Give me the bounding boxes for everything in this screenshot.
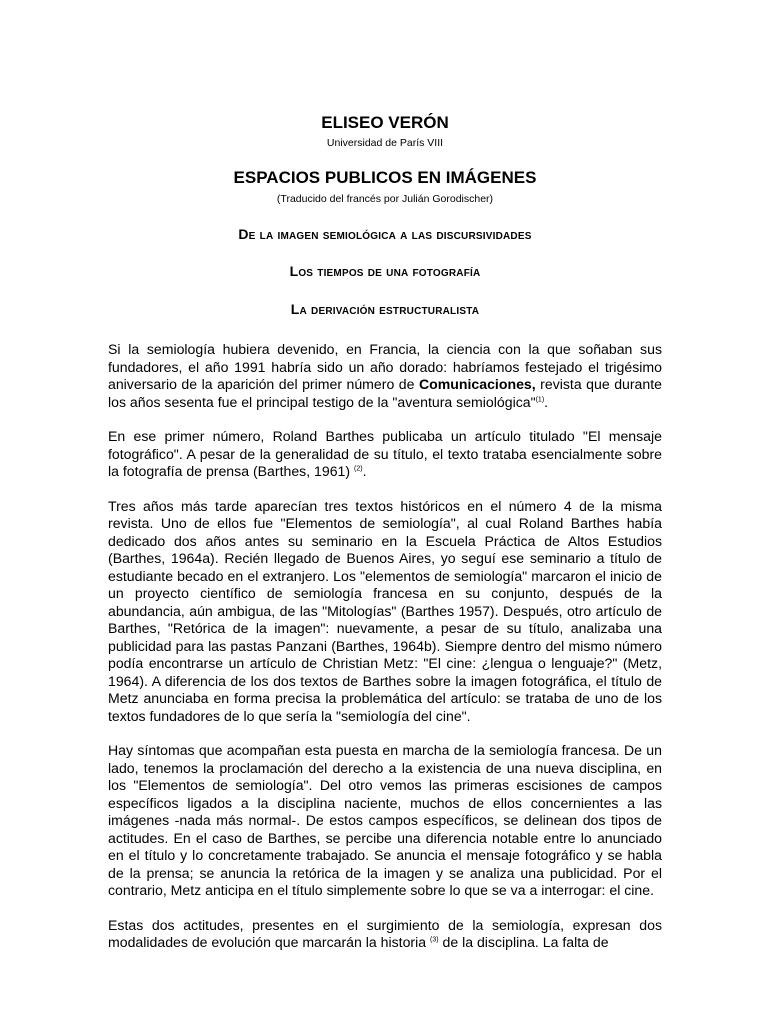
paragraph-1-text-a: Si la semiología hubiera devenido, en Francia, la ciencia con la que soñaban sus fundadores, el año 1991 habría sido un año dorado: habríamos festejado el trigésimo aniversario de la aparición del primer número de xyxy=(108,341,662,392)
translation-note: (Traducido del francés por Julián Gorodischer) xyxy=(276,193,494,205)
footnote-ref-1: (1) xyxy=(535,395,545,403)
footnote-ref-2: (2) xyxy=(354,465,363,473)
journal-name-comunicaciones: Comunicaciones, xyxy=(418,376,536,392)
paragraph-5-text-b: de la disciplina. La falta de xyxy=(438,934,609,950)
section-heading-imagen-semiologica: De la imagen semiológica a las discursividades xyxy=(238,226,532,242)
paragraph-5 xyxy=(108,917,662,952)
author-name: ELISEO VERÓN xyxy=(321,113,449,132)
paragraph-2-text-b: . xyxy=(362,463,367,479)
paragraph-1-text-b: revista que durante los años sesenta fue el principal testigo de la "aventura semiológica" xyxy=(108,376,662,410)
paragraph-3: Tres años más tarde aparecían tres textos históricos en el número 4 de la misma revista. Uno de ellos fue "Elementos de semiología", al cual Roland Barthes había dedicado dos años antes su seminario en la Escuela Práctica de Altos Estudios (Barthes, 1964a). Recién llegado de Buenos Aires, yo seguí ese seminario a título de estudiante becado en el extranjero. Los "elementos de semiología" marcaron el inicio de un proyecto científico de semiología francesa en su conjunto, después de la abundancia, aún ambigua, de las "Mitologías" (Barthes 1957). Después, otro artículo de Barthes, "Retórica de la imagen": nuevamente, a pesar de su título, analizaba una publicidad para las pastas Panzani (Barthes, 1964b). Siempre dentro del mismo número podía encontrarse un artículo de Christian Metz: "El cine: ¿lengua o lenguaje?" (Metz, 1964). A diferencia de los dos textos de Barthes sobre la imagen fotográfica, el título de Metz anunciaba en forma precisa la problemática del artículo: se trataba de uno de los textos fundadores de lo que sería la "semiología del cine". xyxy=(108,497,662,724)
paragraph-2 xyxy=(108,428,662,481)
paragraph-2-text-a: En ese primer número, Roland Barthes publicaba un artículo titulado "El mensaje fotográfico". A pesar de la generalidad de su título, el texto trataba esencialmente sobre la fotografía de prensa (Barthes, 1961) xyxy=(108,428,662,479)
paragraph-4: Hay síntomas que acompañan esta puesta en marcha de la semiología francesa. De un lado, tenemos la proclamación del derecho a la existencia de una nueva disciplina, en los "Elementos de semiología". Del otro vemos las primeras escisiones de campos específicos ligados a la disciplina naciente, muchos de ellos concernientes a las imágenes -nada más normal-. De estos campos específicos, se delinean dos tipos de actitudes. En el caso de Barthes, se percibe una diferencia notable entre lo anunciado en el título y lo concretamente trabajado. Se anuncia el mensaje fotográfico y se habla de la prensa; se anuncia la retórica de la imagen y se analiza una publicidad. Por el contrario, Metz anticipa en el título simplemente sobre lo que se va a interrogar: el cine. xyxy=(108,742,662,898)
section-heading-tiempos-fotografia: Los tiempos de una fotografía xyxy=(289,263,481,279)
footnote-ref-3: (3) xyxy=(430,936,439,944)
document-title: ESPACIOS PUBLICOS EN IMÁGENES xyxy=(233,168,537,187)
section-heading-derivacion-estructuralista: La derivación estructuralista xyxy=(290,301,480,317)
author-affiliation: Universidad de París VIII xyxy=(326,137,444,149)
paragraph-5-text-a: Estas dos actitudes, presentes en el surgimiento de la semiología, expresan dos modalidades de evolución que marcarán la historia xyxy=(108,916,662,950)
paragraph-1 xyxy=(108,341,662,411)
paragraph-1-text-c: . xyxy=(544,393,549,410)
